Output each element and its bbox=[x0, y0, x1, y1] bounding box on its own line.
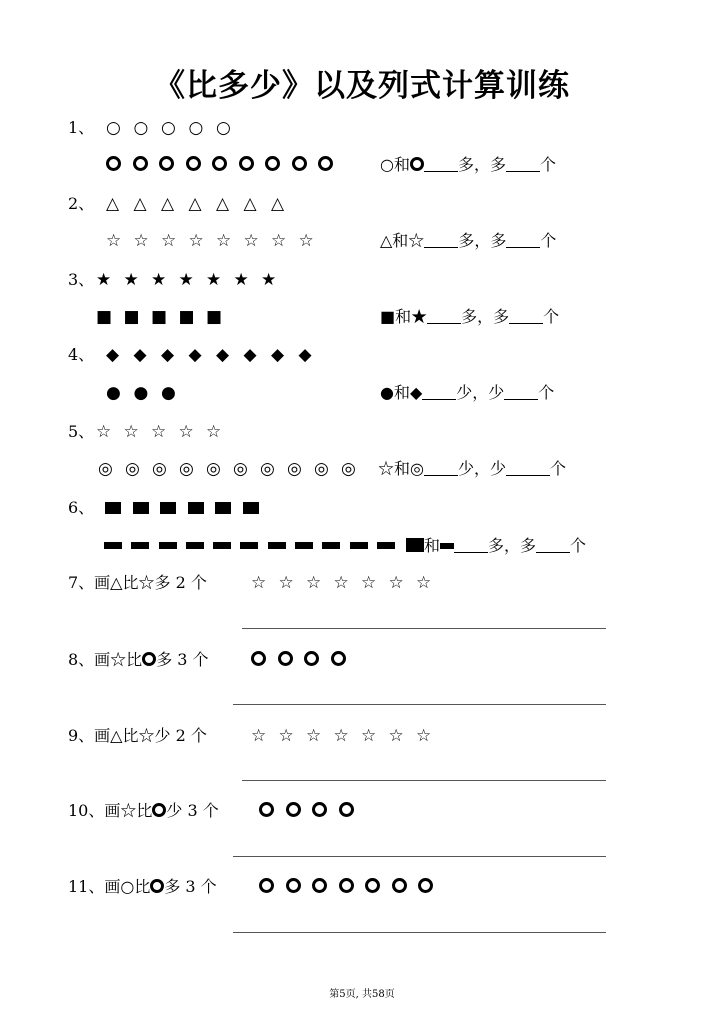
symbol: ☆ bbox=[251, 726, 267, 746]
symbol: ◎ bbox=[98, 459, 113, 479]
symbol: ◎ bbox=[233, 459, 248, 479]
q3-row2 bbox=[96, 305, 234, 329]
q7-label: 7、画△比☆多 2 个 bbox=[68, 573, 207, 592]
bar-icon bbox=[377, 534, 404, 558]
symbol: ☆ bbox=[416, 573, 432, 593]
symbol: ☆ bbox=[306, 573, 322, 593]
symbol: △ bbox=[243, 194, 257, 214]
symbol: ■ bbox=[178, 307, 195, 327]
bar-icon bbox=[104, 534, 131, 558]
ring-icon bbox=[286, 799, 313, 823]
page-footer: 第5页, 共58页 bbox=[329, 989, 395, 1000]
square-icon bbox=[215, 496, 243, 520]
q7-answer-line[interactable] bbox=[242, 628, 606, 629]
ring-icon bbox=[259, 799, 286, 823]
q5-row1 bbox=[96, 420, 234, 444]
symbol: ◆ bbox=[298, 345, 312, 365]
symbol: ☆ bbox=[298, 231, 314, 251]
ring-icon bbox=[410, 157, 424, 171]
q8-answer-line[interactable] bbox=[233, 704, 606, 705]
ring-icon bbox=[312, 875, 339, 899]
symbol: ★ bbox=[261, 270, 277, 290]
symbol: △ bbox=[161, 194, 175, 214]
square-icon bbox=[243, 496, 271, 520]
q1-prompt: ○和 多，多 个 bbox=[380, 155, 556, 174]
symbol: ■ bbox=[151, 307, 168, 327]
ring-icon bbox=[365, 875, 392, 899]
symbol: ◎ bbox=[179, 459, 194, 479]
q9-answer-line[interactable] bbox=[242, 780, 606, 781]
symbol: ○ bbox=[161, 118, 176, 138]
symbol: ☆ bbox=[206, 422, 222, 442]
symbol: ★ bbox=[206, 270, 222, 290]
q8-label: 8、画☆比 多 3 个 bbox=[68, 650, 209, 669]
q6-prompt: 和 多，多 个 bbox=[406, 534, 586, 558]
q4-prompt: ●和◆ 少，少 个 bbox=[380, 383, 555, 402]
symbol: ◆ bbox=[271, 345, 285, 365]
square-icon bbox=[160, 496, 188, 520]
q3-number: 3、 bbox=[68, 270, 95, 289]
ring-icon bbox=[286, 875, 313, 899]
symbol: ☆ bbox=[96, 422, 112, 442]
symbol: ○ bbox=[188, 118, 204, 138]
q1-row2 bbox=[106, 153, 345, 177]
symbol: ☆ bbox=[251, 573, 267, 593]
symbol: ◆ bbox=[188, 345, 202, 365]
symbol: ◆ bbox=[133, 345, 147, 365]
q3-prompt: ■和★ 多，多 个 bbox=[380, 307, 560, 326]
symbol: ◆ bbox=[216, 345, 230, 365]
symbol: ★ bbox=[123, 270, 139, 290]
q3-row1 bbox=[96, 268, 289, 292]
square-icon bbox=[133, 496, 161, 520]
symbol: ☆ bbox=[278, 726, 294, 746]
bar-icon bbox=[268, 534, 295, 558]
symbol: ☆ bbox=[161, 231, 177, 251]
bar-icon bbox=[159, 534, 186, 558]
bar-icon bbox=[186, 534, 213, 558]
symbol: ● bbox=[133, 383, 149, 403]
q4-row2 bbox=[106, 381, 189, 405]
q2-prompt: △和☆ 多，多 个 bbox=[380, 231, 557, 250]
symbol: ◎ bbox=[206, 459, 221, 479]
symbol: △ bbox=[271, 194, 285, 214]
q6-blank-2[interactable] bbox=[536, 537, 570, 553]
symbol: ◎ bbox=[152, 459, 167, 479]
symbol: ◎ bbox=[125, 459, 140, 479]
q1-blank-1[interactable] bbox=[424, 156, 458, 172]
symbol: ☆ bbox=[416, 726, 432, 746]
symbol: ☆ bbox=[388, 726, 404, 746]
symbol: ☆ bbox=[243, 231, 259, 251]
ring-icon bbox=[318, 153, 345, 177]
q2-row2 bbox=[106, 229, 326, 253]
q5-row2 bbox=[98, 457, 368, 481]
symbol: ☆ bbox=[123, 422, 139, 442]
q8-row bbox=[251, 648, 357, 672]
q6-blank-1[interactable] bbox=[454, 537, 488, 553]
bar-icon bbox=[440, 543, 454, 549]
ring-icon bbox=[159, 153, 186, 177]
bar-icon bbox=[295, 534, 322, 558]
symbol: ☆ bbox=[178, 422, 194, 442]
q5-prompt: ☆和◎ 少，少 个 bbox=[378, 459, 566, 478]
symbol: ● bbox=[161, 383, 176, 403]
q6-number: 6、 bbox=[68, 498, 95, 517]
bar-icon bbox=[131, 534, 158, 558]
q1-row1 bbox=[106, 116, 244, 140]
bar-icon bbox=[350, 534, 377, 558]
symbol: ○ bbox=[133, 118, 149, 138]
symbol: ◎ bbox=[287, 459, 302, 479]
symbol: ◆ bbox=[161, 345, 175, 365]
symbol: ◎ bbox=[314, 459, 329, 479]
symbol: △ bbox=[106, 194, 120, 214]
q1-blank-2[interactable] bbox=[506, 156, 540, 172]
q4-blank-1[interactable] bbox=[422, 384, 456, 400]
square-icon bbox=[188, 496, 216, 520]
bar-icon bbox=[213, 534, 240, 558]
ring-icon bbox=[259, 875, 286, 899]
ring-icon bbox=[339, 799, 366, 823]
q2-blank-1[interactable] bbox=[424, 232, 458, 248]
q5-number: 5、 bbox=[68, 422, 95, 441]
q4-blank-2[interactable] bbox=[504, 384, 538, 400]
ring-icon bbox=[150, 879, 164, 893]
ring-icon bbox=[418, 875, 445, 899]
q2-blank-2[interactable] bbox=[506, 232, 540, 248]
symbol: ■ bbox=[206, 307, 223, 327]
ring-icon bbox=[152, 803, 166, 817]
symbol: ☆ bbox=[333, 726, 349, 746]
q2-row1 bbox=[106, 192, 299, 216]
ring-icon bbox=[239, 153, 266, 177]
ring-icon bbox=[292, 153, 319, 177]
symbol: ☆ bbox=[333, 573, 349, 593]
symbol: ■ bbox=[96, 307, 113, 327]
page-title: 《比多少》以及列式计算训练 bbox=[154, 68, 570, 104]
symbol: ☆ bbox=[133, 231, 149, 251]
symbol: ☆ bbox=[216, 231, 232, 251]
symbol: ☆ bbox=[278, 573, 294, 593]
ring-icon bbox=[106, 153, 133, 177]
symbol: ☆ bbox=[388, 573, 404, 593]
q6-row1 bbox=[105, 496, 270, 520]
symbol: ★ bbox=[96, 270, 112, 290]
q4-row1 bbox=[106, 343, 326, 367]
symbol: ■ bbox=[123, 307, 140, 327]
q7-row bbox=[251, 571, 444, 595]
q3-blank-2[interactable] bbox=[509, 308, 543, 324]
symbol: ★ bbox=[178, 270, 194, 290]
q10-row bbox=[259, 799, 365, 823]
q9-row bbox=[251, 724, 444, 748]
symbol: △ bbox=[216, 194, 230, 214]
q4-number: 4、 bbox=[68, 345, 95, 364]
q5-blank-1[interactable] bbox=[424, 460, 458, 476]
q10-label: 10、画☆比 少 3 个 bbox=[68, 801, 219, 820]
ring-icon bbox=[212, 153, 239, 177]
symbol: △ bbox=[188, 194, 202, 214]
symbol: ☆ bbox=[151, 422, 167, 442]
q11-row bbox=[259, 875, 445, 899]
symbol: ★ bbox=[233, 270, 249, 290]
q3-blank-1[interactable] bbox=[427, 308, 461, 324]
symbol: ○ bbox=[216, 118, 231, 138]
symbol: ☆ bbox=[188, 231, 204, 251]
bar-icon bbox=[322, 534, 349, 558]
q10-answer-line[interactable] bbox=[233, 856, 606, 857]
ring-icon bbox=[278, 648, 305, 672]
symbol: ☆ bbox=[306, 726, 322, 746]
symbol: ☆ bbox=[361, 573, 377, 593]
symbol: ◆ bbox=[106, 345, 120, 365]
q2-number: 2、 bbox=[68, 194, 95, 213]
q11-answer-line[interactable] bbox=[233, 932, 606, 933]
symbol: ★ bbox=[151, 270, 167, 290]
symbol: ● bbox=[106, 383, 121, 403]
ring-icon bbox=[251, 648, 278, 672]
symbol: ☆ bbox=[361, 726, 377, 746]
q5-blank-2[interactable] bbox=[506, 460, 550, 476]
ring-icon bbox=[312, 799, 339, 823]
ring-icon bbox=[392, 875, 419, 899]
q9-label: 9、画△比☆少 2 个 bbox=[68, 726, 207, 745]
ring-icon bbox=[265, 153, 292, 177]
square-icon bbox=[105, 496, 133, 520]
ring-icon bbox=[339, 875, 366, 899]
symbol: ☆ bbox=[106, 231, 122, 251]
symbol: ◎ bbox=[341, 459, 356, 479]
ring-icon bbox=[142, 652, 156, 666]
symbol: ◆ bbox=[243, 345, 257, 365]
q1-number: 1、 bbox=[68, 118, 95, 137]
symbol: △ bbox=[133, 194, 147, 214]
bar-icon bbox=[240, 534, 267, 558]
ring-icon bbox=[186, 153, 213, 177]
symbol: ☆ bbox=[271, 231, 287, 251]
square-icon bbox=[406, 538, 424, 552]
symbol: ○ bbox=[106, 118, 121, 138]
ring-icon bbox=[304, 648, 331, 672]
q11-label: 11、画○比 多 3 个 bbox=[68, 877, 217, 896]
q6-row2 bbox=[104, 534, 404, 558]
symbol: ◎ bbox=[260, 459, 275, 479]
ring-icon bbox=[133, 153, 160, 177]
ring-icon bbox=[331, 648, 358, 672]
